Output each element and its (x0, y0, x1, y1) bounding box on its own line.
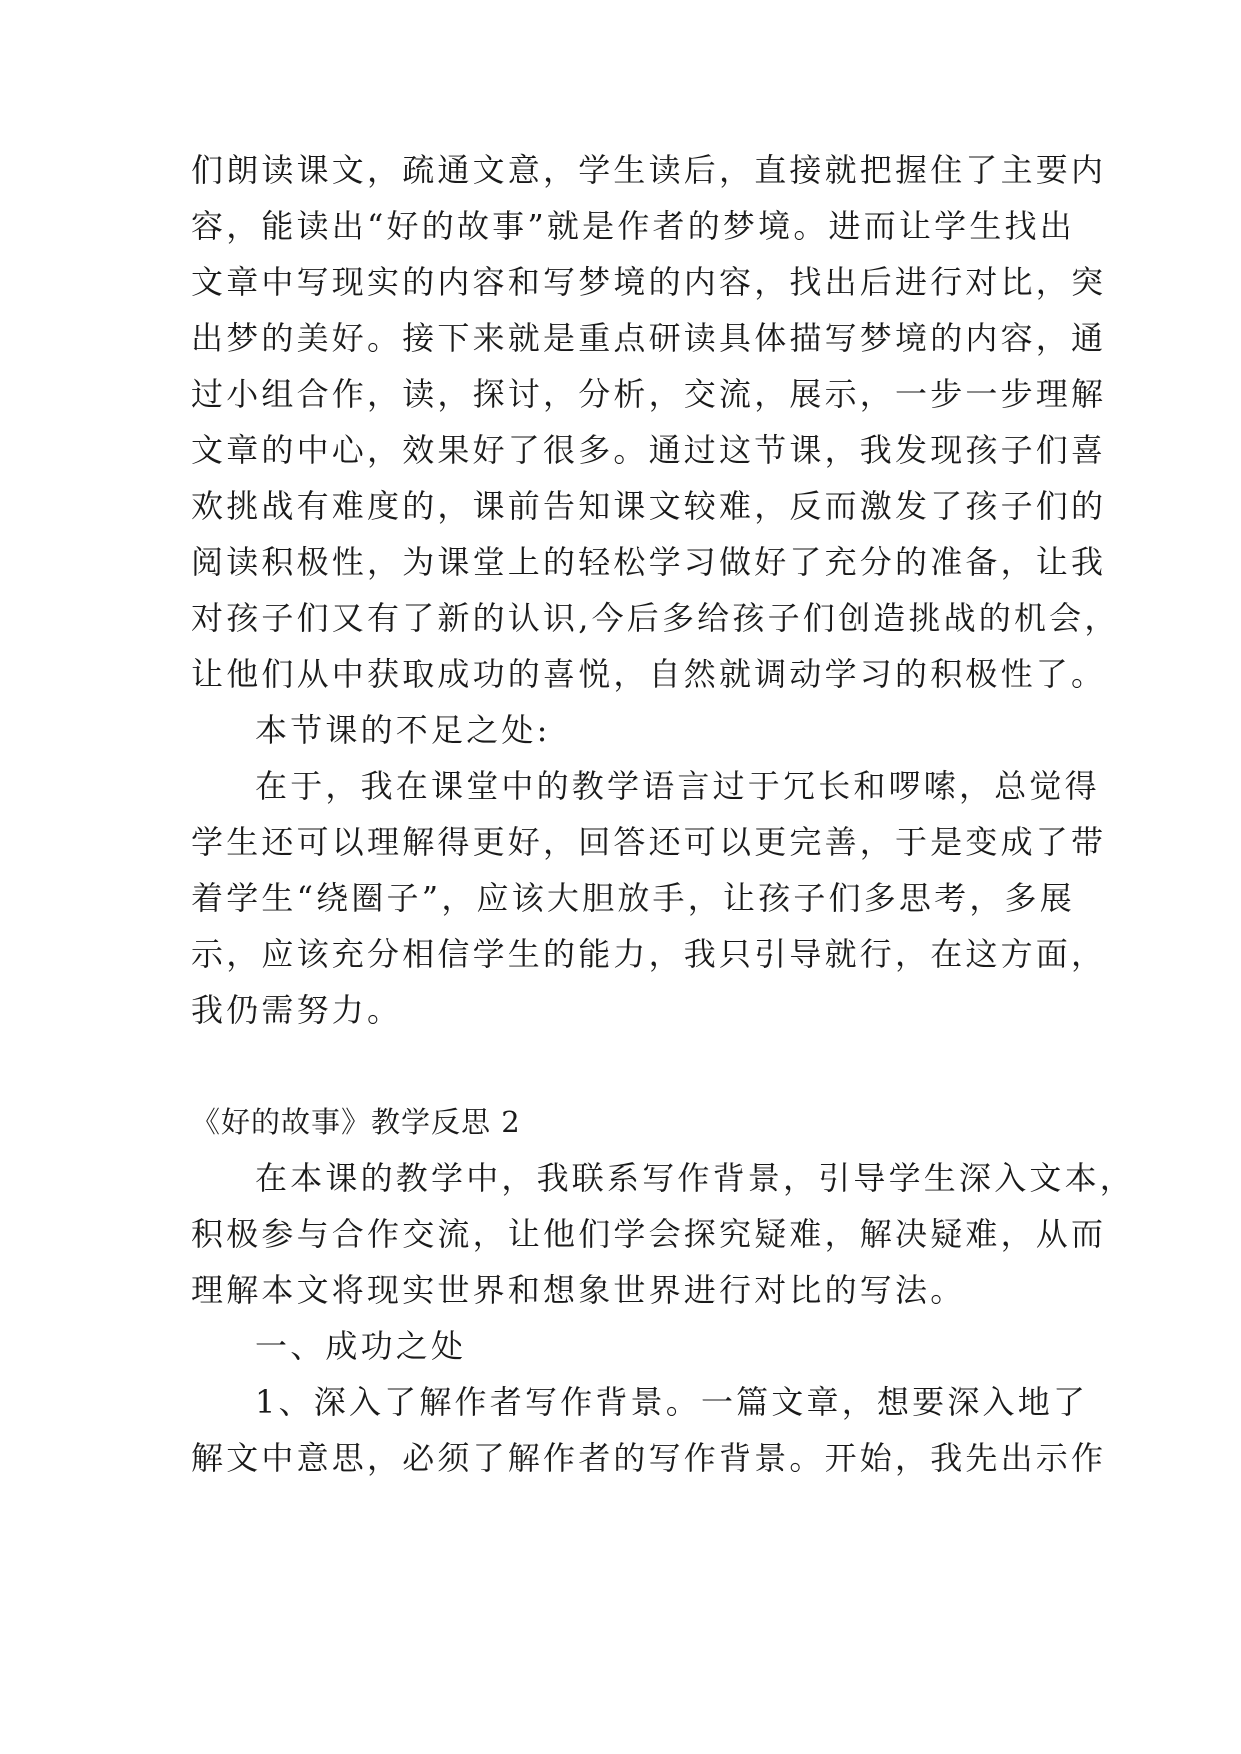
paragraph-line: 在于，我在课堂中的教学语言过于冗长和啰嗦，总觉得 (255, 767, 1100, 805)
paragraph-line: 欢挑战有难度的，课前告知课文较难，反而激发了孩子们的 (191, 487, 1107, 525)
paragraph-line: 积极参与合作交流，让他们学会探究疑难，解决疑难，从而 (191, 1215, 1107, 1253)
paragraph-line: 出梦的美好。接下来就是重点研读具体描写梦境的内容，通 (191, 319, 1107, 357)
paragraph-line: 对孩子们又有了新的认识,今后多给孩子们创造挑战的机会， (191, 599, 1120, 637)
paragraph-line: 在本课的教学中，我联系写作背景，引导学生深入文本， (255, 1159, 1136, 1197)
paragraph-line: 着学生“绕圈子”，应该大胆放手，让孩子们多思考，多展 (191, 879, 1075, 917)
paragraph-line: 1、深入了解作者写作背景。一篇文章，想要深入地了 (255, 1383, 1089, 1421)
paragraph-line: 让他们从中获取成功的喜悦，自然就调动学习的积极性了。 (191, 655, 1107, 693)
subheading: 一、成功之处 (255, 1327, 467, 1365)
paragraph-line: 我仍需努力。 (191, 991, 403, 1029)
shortcomings-label: 本节课的不足之处: (255, 711, 551, 749)
section-title: 《好的故事》教学反思 2 (191, 1105, 521, 1139)
paragraph-line: 容，能读出“好的故事”就是作者的梦境。进而让学生找出 (191, 207, 1075, 245)
paragraph-line: 文章中写现实的内容和写梦境的内容，找出后进行对比，突 (191, 263, 1107, 301)
paragraph-line: 过小组合作，读，探讨，分析，交流，展示，一步一步理解 (191, 375, 1107, 413)
paragraph-line: 文章的中心，效果好了很多。通过这节课，我发现孩子们喜 (191, 431, 1107, 469)
paragraph-line: 示，应该充分相信学生的能力，我只引导就行，在这方面， (191, 935, 1107, 973)
paragraph-line: 阅读积极性，为课堂上的轻松学习做好了充分的准备，让我 (191, 543, 1107, 581)
paragraph-line: 理解本文将现实世界和想象世界进行对比的写法。 (191, 1271, 966, 1309)
paragraph-line: 们朗读课文，疏通文意，学生读后，直接就把握住了主要内 (191, 151, 1107, 189)
paragraph-line: 解文中意思，必须了解作者的写作背景。开始，我先出示作 (191, 1439, 1107, 1477)
paragraph-line: 学生还可以理解得更好，回答还可以更完善，于是变成了带 (191, 823, 1107, 861)
